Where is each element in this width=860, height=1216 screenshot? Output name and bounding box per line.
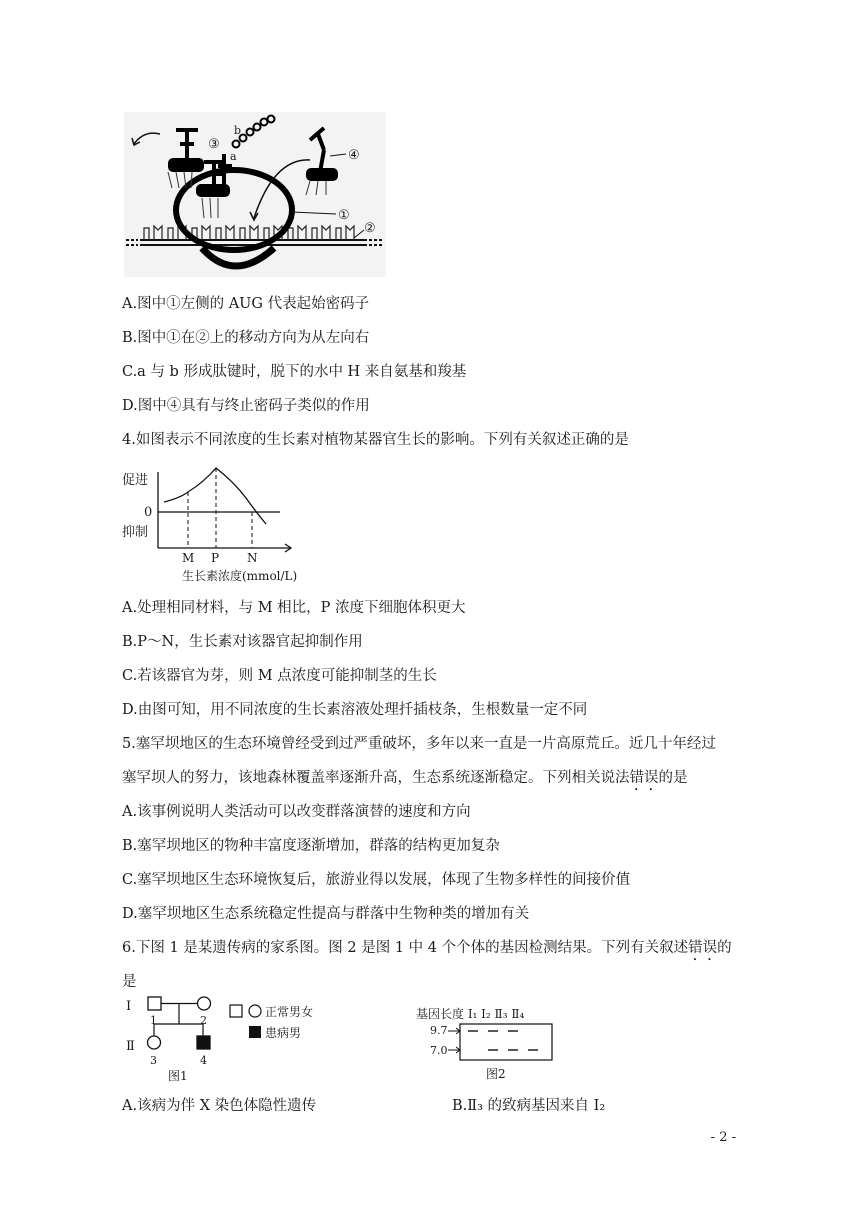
fig1-caption: 图1 (168, 1069, 188, 1083)
q6-stem-line1 (122, 936, 732, 964)
tick-m: M (182, 551, 195, 565)
legend-affected-male-icon (249, 1026, 261, 1038)
q5-option-d: D.塞罕坝地区生态系统稳定性提高与群落中生物种类的增加有关 (122, 906, 530, 922)
q3-option-b: B.图中①在②上的移动方向为从左向右 (122, 330, 370, 346)
num-2: 2 (200, 1014, 207, 1027)
num-3: 3 (150, 1054, 157, 1067)
q5-option-b: B.塞罕坝地区的物种丰富度逐渐增加，群落的结构更加复杂 (122, 838, 500, 854)
q5-option-c: C.塞罕坝地区生态环境恢复后，旅游业得以发展，体现了生物多样性的间接价值 (122, 872, 631, 888)
band-7-0-label: 7.0 (430, 1044, 448, 1057)
label-3: ③ (208, 137, 220, 152)
individual-ii3 (148, 1036, 161, 1049)
gen-1-label: Ⅰ (126, 999, 132, 1014)
pedigree-figure (122, 994, 372, 1084)
legend-normal-male-icon (230, 1005, 242, 1017)
individual-i1 (148, 997, 161, 1010)
ribosome-translation-figure (124, 112, 386, 277)
q4-option-d: D.由图可知，用不同浓度的生长素溶液处理扦插枝条，生根数量一定不同 (122, 702, 588, 718)
q5-emphasis: 错误 (629, 770, 659, 786)
q4-option-c: C.若该器官为芽，则 M 点浓度可能抑制茎的生长 (122, 668, 437, 684)
q5-option-a: A.该事例说明人类活动可以改变群落演替的速度和方向 (122, 804, 471, 820)
x-axis-label: 生长素浓度(mmol/L) (182, 569, 298, 583)
q5-stem-text: 塞罕坝人的努力，该地森林覆盖率逐渐升高，生态系统逐渐稳定。下列相关说法 (122, 770, 630, 786)
q4-option-b: B.P～N，生长素对该器官起抑制作用 (122, 634, 363, 650)
q3-option-a: A.图中①左侧的 AUG 代表起始密码子 (122, 296, 370, 312)
tick-p: P (211, 551, 220, 565)
y-label-zero: 0 (144, 505, 153, 520)
gene-detection-figure (410, 1004, 570, 1084)
q4-stem: 4.如图表示不同浓度的生长素对植物某器官生长的影响。下列有关叙述正确的是 (122, 432, 629, 448)
y-label-inhibit: 抑制 (122, 525, 149, 540)
band-9-7-label: 9.7 (430, 1024, 448, 1037)
legend-normal-female-icon (249, 1005, 261, 1017)
q6-option-a: A.该病为伴 X 染色体隐性遗传 (122, 1098, 317, 1114)
q3-option-d: D.图中④具有与终止密码子类似的作用 (122, 398, 370, 414)
tick-n: N (247, 551, 258, 565)
individual-i2 (198, 997, 211, 1010)
auxin-curve (164, 468, 266, 524)
q5-stem-line1: 5.塞罕坝地区的生态环境曾经受到过严重破坏，多年以来一直是一片高原荒丘。近几十年经过 (122, 736, 716, 752)
label-a: a (230, 150, 237, 163)
q6-stem-line2: 是 (122, 974, 137, 990)
q6-emphasis: 错误 (688, 940, 718, 956)
label-1: ① (338, 208, 350, 223)
individual-ii4 (197, 1036, 210, 1049)
y-label-promote: 促进 (122, 473, 149, 488)
fig2-header: 基因长度 I₁ I₂ Ⅱ₃ Ⅱ₄ (416, 1007, 525, 1021)
gen-2-label: Ⅱ (126, 1039, 135, 1054)
auxin-curve-chart (122, 462, 302, 588)
legend-normal-label: 正常男女 (265, 1005, 314, 1019)
num-4: 4 (200, 1054, 207, 1067)
label-2: ② (364, 221, 376, 236)
page-number: - 2 - (710, 1130, 736, 1145)
num-1: 1 (150, 1014, 157, 1027)
label-4: ④ (348, 148, 360, 163)
legend-affected-label: 患病男 (265, 1026, 302, 1040)
q5-stem-tail: 的是 (658, 770, 688, 786)
q6-option-b: B.Ⅱ₃ 的致病基因来自 I₂ (452, 1098, 606, 1114)
q5-stem-line2 (122, 766, 688, 794)
fig2-caption: 图2 (486, 1067, 506, 1081)
q3-option-c: C.a 与 b 形成肽键时，脱下的水中 H 来自氨基和羧基 (122, 364, 467, 380)
q4-option-a: A.处理相同材料，与 M 相比，P 浓度下细胞体积更大 (122, 600, 466, 616)
q6-stem-tail: 的 (717, 940, 732, 956)
label-b: b (234, 124, 242, 137)
q6-stem-text: 6.下图 1 是某遗传病的家系图。图 2 是图 1 中 4 个个体的基因检测结果。下列有关叙述 (122, 940, 689, 956)
